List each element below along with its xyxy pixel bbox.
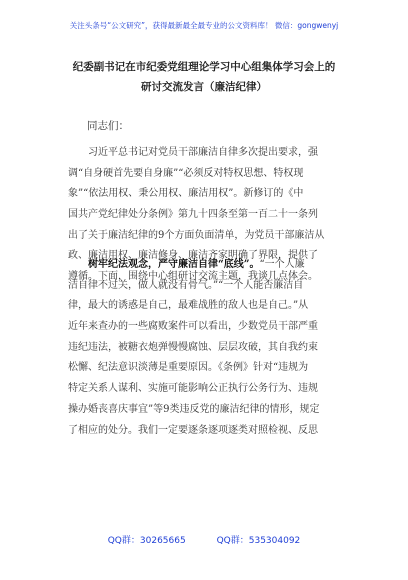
document-title-line-1: 纪委副书记在市纪委党组理论学习中心组集体学习会上的: [72, 61, 336, 73]
footer-qq-group-1[interactable]: QQ群：30265665: [107, 536, 186, 546]
paragraph-line: 违纪违法，被糖衣炮弹慢慢腐蚀、层层攻破，其自我约束: [68, 341, 318, 353]
paragraph-line: 了相应的处分。我们一定要逐条逐项逐类对照检视、反思: [68, 424, 318, 436]
paragraph-line: 律，最大的诱惑是自己，最难战胜的敌人也是自己。”从: [68, 300, 309, 312]
paragraph-line: 调“自身硬首先要自身廉”“必须反对特权思想、特权现: [68, 167, 304, 179]
promo-banner[interactable]: 关注头条号“公文研究”，获得最新最全最专业的公文资料库！ 微信：gongwenyj: [69, 21, 339, 30]
paragraph-line: 政、廉洁用权、廉洁修身、廉洁齐家明确了界限，提供了: [68, 250, 318, 262]
footer-qq-group-2[interactable]: QQ群：535304092: [216, 536, 301, 546]
paragraph-line: 松懈、纪法意识淡薄是重要原因。《条例》针对“违规为: [68, 362, 309, 374]
paragraph-line: 洁自律不过关，做人就没有骨气。”“一个人能否廉洁自: [68, 279, 304, 291]
document-title-line-2: 研讨交流发言（廉洁纪律）: [141, 81, 267, 93]
paragraph-line: 国共产党纪律处分条例》第九十四条至第一百二十一条列: [68, 209, 318, 221]
paragraph-text: “一个人廉: [259, 259, 305, 270]
paragraph-line: 操办婚丧喜庆事宜”等9类违反党的廉洁纪律的情形，规定: [68, 403, 320, 415]
paragraph-line: 出了关于廉洁纪律的9个方面负面清单，为党员干部廉洁从: [68, 229, 325, 241]
footer: [0, 533, 408, 546]
paragraph-line: 象”“依法用权、秉公用权、廉洁用权”。新修订的《中: [68, 188, 304, 200]
paragraph-line: 近年来查办的一些腐败案件可以看出，少数党员干部严重: [68, 321, 318, 333]
paragraph-line: 习近平总书记对党员干部廉洁自律多次提出要求，强: [88, 147, 318, 158]
paragraph-line: [68, 255, 356, 276]
paragraph-lead-sentence: 树牢纪法观念，严守廉洁自律“底线”。: [88, 259, 260, 270]
paragraph-line: 特定关系人谋利、实施可能影响公正执行公务行为、违规: [68, 383, 318, 395]
paragraph-line: 遵循。下面，围绕中心组研讨交流主题，我谈几点体会。: [68, 271, 318, 283]
paragraph-2: [68, 255, 356, 441]
salutation: 同志们：: [87, 120, 129, 132]
